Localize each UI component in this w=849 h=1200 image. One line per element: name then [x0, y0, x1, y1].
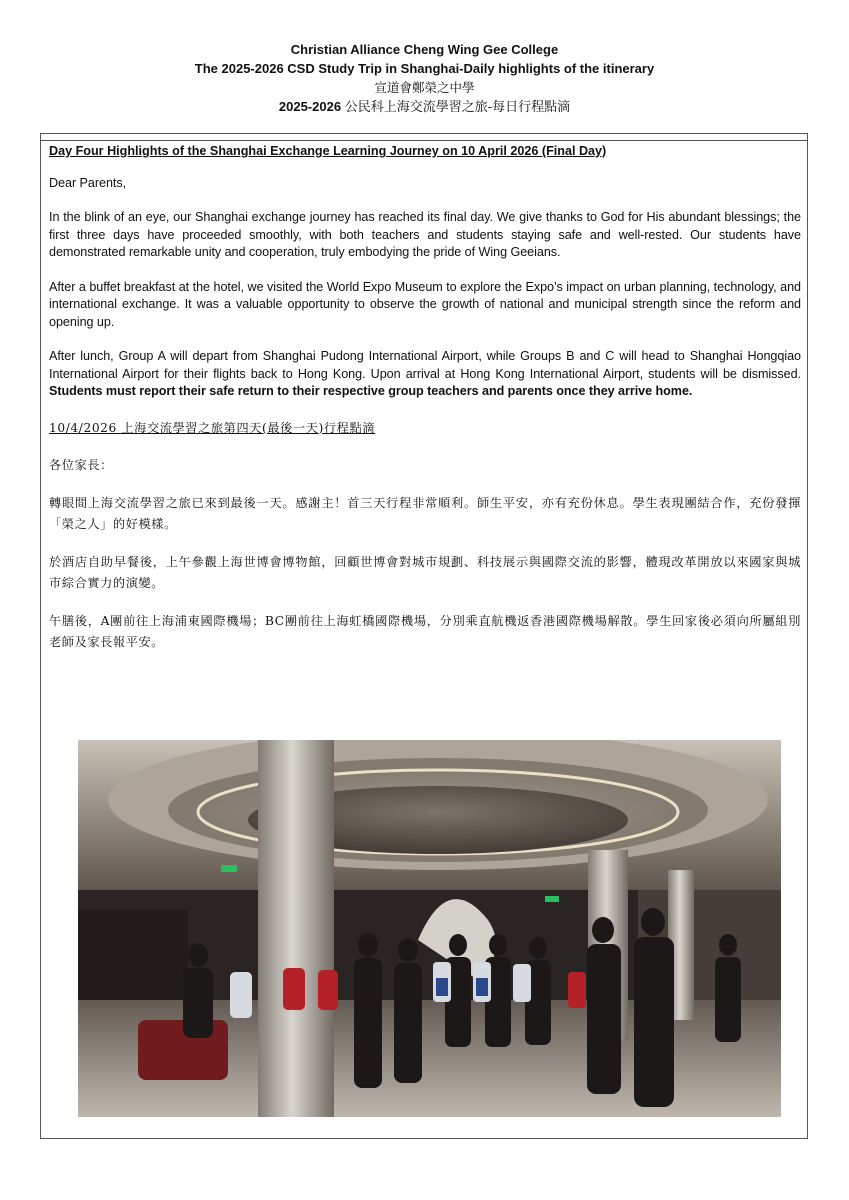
- letter-body: [49, 143, 801, 670]
- english-paragraph-3: [49, 348, 801, 401]
- chinese-salutation: 各位家長：: [49, 457, 113, 472]
- group-photo: [78, 740, 781, 1117]
- english-paragraph-3-text: After lunch, Group A will depart from Shanghai Pudong International Airport, while Groups B and C will head to Shanghai Hongqiao International Airport for their flights back to Hong Kong. Upon arrival at Hong Kong International Airport, students will be dismissed.: [49, 349, 801, 381]
- chinese-paragraph-2: 於酒店自助早餐後，上午參觀上海世博會博物館，回顧世博會對城市規劃、科技展示與國際交流的影響，體現改革開放以來國家與城市綜合實力的演變。: [49, 554, 801, 590]
- english-paragraph-1: In the blink of an eye, our Shanghai exchange journey has reached its final day. We give thanks to God for His abundant blessings; the first three days have proceeded smoothly, with both teachers and students staying safe and well-rested. Our students have demonstrated remarkable unity and cooperation, truly embodying the pride of Wing Geeians.: [49, 210, 801, 259]
- english-paragraph-3-emphasis: Students must report their safe return to their respective group teachers and parents once they arrive home.: [49, 384, 693, 398]
- group-photo-illustration: [78, 740, 781, 1117]
- school-name-zh: 宣道會鄭榮之中學: [374, 80, 475, 95]
- english-salutation: Dear Parents,: [49, 175, 127, 190]
- content-frame: [40, 133, 808, 1139]
- document-header: [0, 40, 849, 117]
- trip-title-zh: [0, 97, 849, 117]
- chinese-paragraph-1: 轉眼間上海交流學習之旅已來到最後一天。感謝主！首三天行程非常順利。師生平安，亦有充份休息。學生表現團結合作，充份發揮 「榮之人」的好模樣。: [49, 495, 801, 531]
- chinese-paragraph-3: 午膳後，A團前往上海浦東國際機場；BC團前往上海虹橋國際機場，分別乘直航機返香港國際機場解散。學生回家後必須向所屬組別老師及家長報平安。: [49, 613, 801, 649]
- trip-year: 2025-2026: [278, 99, 342, 114]
- english-title: Day Four Highlights of the Shanghai Exchange Learning Journey on 10 April 2026 (Final Day): [49, 144, 607, 158]
- english-paragraph-2: After a buffet breakfast at the hotel, we visited the World Expo Museum to explore the Expo’s impact on urban planning, technology, and international exchange. It was a valuable opportunity to observe the growth of national and municipal strength since the reform and opening up.: [49, 279, 801, 329]
- chinese-title: 10/4/2026 上海交流學習之旅第四天(最後一天)行程點滴: [49, 420, 376, 435]
- frame-divider: [41, 140, 807, 141]
- trip-title-en: The 2025-2026 CSD Study Trip in Shanghai-Daily highlights of the itinerary: [194, 61, 655, 76]
- trip-title-zh-text: 公民科上海交流學習之旅-每日行程點滴: [344, 100, 571, 115]
- school-name-en: Christian Alliance Cheng Wing Gee College: [290, 42, 559, 57]
